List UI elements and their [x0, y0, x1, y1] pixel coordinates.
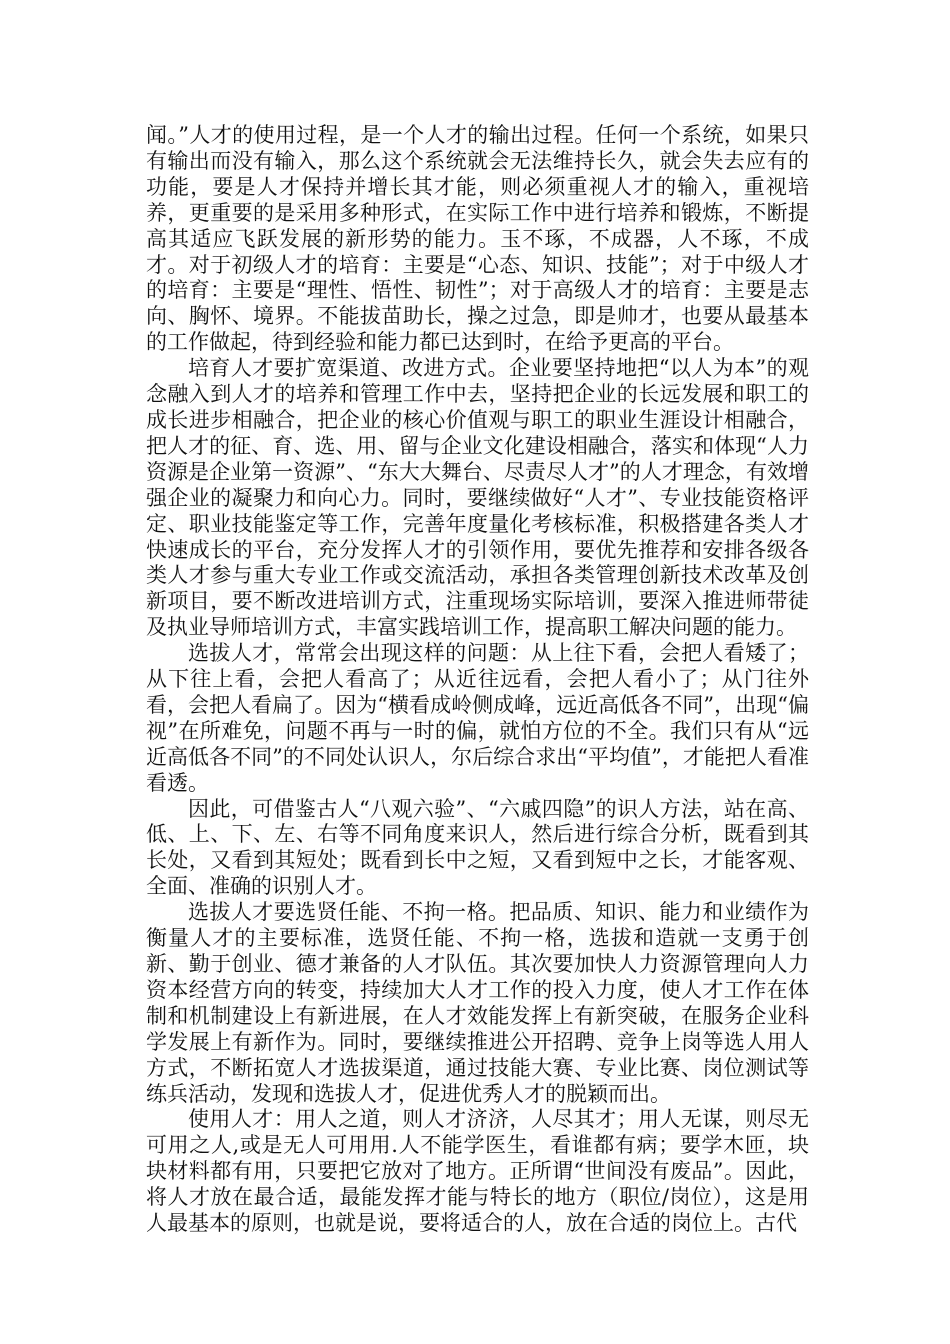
- paragraph-talent-cultivation-continued: 闻。”人才的使用过程，是一个人才的输出过程。任何一个系统，如果只有输出而没有输入，那么这个系统就会无法维持长久，就会失去应有的功能，要是人才保持并增长其才能，则必须重视人才的输入，重视培养，更重要的是采用多种形式，在实际工作中进行培养和锻炼，不断提高其适应飞跃发展的新形势的能力。玉不琢，不成器，人不琢，不成才。对于初级人才的培育：主要是“心态、知识、技能”；对于中级人才的培育：主要是“理性、悟性、韧性”；对于高级人才的培育：主要是志向、胸怀、境界。不能拔苗助长，操之过急，即是帅才，也要从最基本的工作做起，待到经验和能力都已达到时，在给予更高的平台。: [146, 123, 809, 355]
- paragraph-broaden-channels: 培育人才要扩宽渠道、改进方式。企业要坚持地把“以人为本”的观念融入到人才的培养和管理工作中去，坚持把企业的长远发展和职工的成长进步相融合，把企业的核心价值观与职工的职业生涯设计相融合，把人才的征、育、选、用、留与企业文化建设相融合，落实和体现“人力资源是企业第一资源”、“东大大舞台、尽责尽人才”的人才理念，有效增强企业的凝聚力和向心力。同时，要继续做好“人才”、专业技能资格评定、职业技能鉴定等工作，完善年度量化考核标准，积极搭建各类人才快速成长的平台，充分发挥人才的引领作用，要优先推荐和安排各级各类人才参与重大专业工作或交流活动，承担各类管理创新技术改革及创新项目，要不断改进培训方式，注重现场实际培训，要深入推进师带徒及执业导师培训方式，丰富实践培训工作，提高职工解决问题的能力。: [146, 356, 809, 640]
- document-page: [146, 123, 809, 1237]
- paragraph-select-virtuous-capable: 选拔人才要选贤任能、不拘一格。把品质、知识、能力和业绩作为衡量人才的主要标准，选贤任能、不拘一格，选拔和造就一支勇于创新、勤于创业、德才兼备的人才队伍。其次要加快人力资源管理向人力资本经营方向的转变，持续加大人才工作的投入力度，使人才工作在体制和机制建设上有新进展，在人才效能发挥上有新突破，在服务企业科学发展上有新作为。同时，要继续推进公开招聘、竞争上岗等选人用人方式，不断拓宽人才选拔渠道，通过技能大赛、专业比赛、岗位测试等练兵活动，发现和选拔人才，促进优秀人才的脱颖而出。: [146, 900, 809, 1106]
- paragraph-selecting-talent-perspective: 选拔人才，常常会出现这样的问题：从上往下看，会把人看矮了；从下往上看，会把人看高了；从近往远看，会把人看小了；从门往外看，会把人看扁了。因为“横看成岭侧成峰，远近高低各不同”，出现“偏视”在所难免，问题不再与一时的偏，就怕方位的不全。我们只有从“远近高低各不同”的不同处认识人，尔后综合求出“平均值”，才能把人看准看透。: [146, 641, 809, 795]
- paragraph-ancient-methods: 因此，可借鉴古人“八观六验”、“六戚四隐”的识人方法，站在高、低、上、下、左、右等不同角度来识人，然后进行综合分析，既看到其长处，又看到其短处；既看到长中之短，又看到短中之长，才能客观、全面、准确的识别人才。: [146, 796, 809, 899]
- paragraph-using-talent: 使用人才：用人之道，则人才济济，人尽其才；用人无谋，则尽无可用之人,或是无人可用用.人不能学医生，看谁都有病；要学木匝，块块材料都有用，只要把它放对了地方。正所谓“世间没有废品”。因此，将人才放在最合适，最能发挥才能与特长的地方（职位/岗位），这是用人最基本的原则，也就是说，要将适合的人，放在合适的岗位上。古代: [146, 1107, 809, 1236]
